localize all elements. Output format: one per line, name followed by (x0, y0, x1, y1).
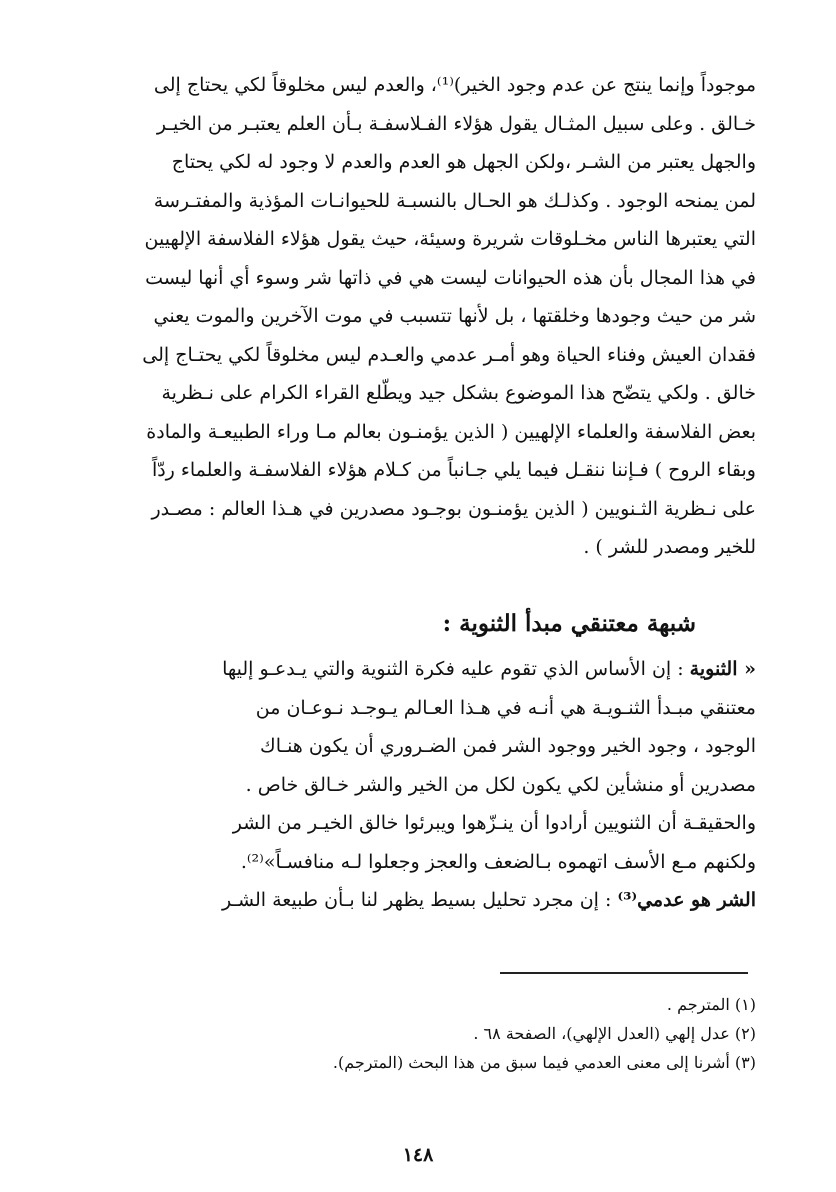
text-line: معتنقي مبـدأ الثنـويـة هي أنـه في هـذا العـالم يـوجـد نـوعـان من (255, 696, 756, 719)
text-line: في هذا المجال بأن هذه الحيوانات ليست هي في ذاتها شر وسوء أي أنها ليست (145, 266, 756, 289)
text-line: مصدرين أو منشأين لكي يكون لكل من الخير والشر خـالق خاص . (245, 773, 756, 796)
text-line: الوجود ، وجود الخير ووجود الشر فمن الضـروري أن يكون هنـاك (260, 735, 756, 757)
text-line: شر من حيث وجودها وخلقتها ، بل لأنها تتسبب في موت الآخرين والموت يعني (153, 305, 756, 327)
text-line: خالق . ولكي يتضّح هذا الموضوع بشكل جيد ويطّلع القراء الكرام على نـظرية (161, 382, 756, 404)
body-paragraph-2 (76, 650, 756, 920)
text-run: : إن الأساس الذي تقوم عليه فكرة الثنوية والتي يـدعـو إليها (222, 658, 690, 680)
footnote: (١) المترجم . (666, 995, 756, 1014)
section-heading: شبهة معتنقي مبدأ الثنوية : (442, 610, 696, 637)
text-line: موجوداً وإنما ينتج عن عدم وجود الخير)⁽¹⁾، والعدم ليس مخلوقاً لكي يحتاج إلى (153, 74, 756, 96)
bold-term: « الثنوية (689, 658, 756, 680)
text-line: والحقيقـة أن الثنويين أرادوا أن ينـزّهوا ويبرئوا خالق الخيـر من الشر (232, 812, 756, 834)
text-line: التي يعتبرها الناس مخـلوقات شريرة وسيئة، حيث يقول هؤلاء الفلاسفة الإلهيين (144, 228, 756, 250)
text-line: للخير ومصدر للشر ) . (583, 536, 756, 558)
text-line: خـالق . وعلى سبيل المثـال يقول هؤلاء الفـلاسفـة بـأن العلم يعتبـر من الخيـر (156, 112, 756, 135)
text-line (76, 881, 756, 920)
page-number: ١٤٨ (402, 1144, 434, 1166)
text-line: وبقاء الروح ) فـإننا ننقـل فيما يلي جـانباً من كـلام هؤلاء الفلاسفـة والعلماء ردّاً (151, 459, 756, 481)
footnote: (٣) أشرنا إلى معنى العدمي فيما سبق من هذا البحث (المترجم). (332, 1053, 756, 1072)
text-run: : إن مجرد تحليل بسيط يظهر لنا بـأن طبيعة الشـر (222, 889, 612, 911)
text-line: والجهل يعتبر من الشـر ،ولكن الجهل هو العدم والعدم لا وجود له لكي يحتاج (171, 151, 756, 173)
text-line: ولكنهم مـع الأسف اتهموه بـالضعف والعجز وجعلوا لـه منافسـاً»⁽²⁾. (240, 850, 756, 873)
footnotes (76, 990, 756, 1077)
text-line: فقدان العيش وفناء الحياة وهو أمـر عدمي والعـدم ليس مخلوقاً لكي يحتـاج إلى (142, 343, 756, 366)
bold-term: الشر هو عدمي⁽³⁾ (617, 889, 756, 911)
body-paragraph-1 (76, 66, 756, 567)
text-line: لمن يمنحه الوجود . وكذلـك هو الحـال بالنسبـة للحيوانـات المؤذية والمفتـرسة (153, 189, 756, 212)
footnote: (٢) عدل إلهي (العدل الإلهي)، الصفحة ٦٨ . (473, 1024, 756, 1043)
footnote-separator (500, 972, 748, 974)
text-line: بعض الفلاسفة والعلماء الإلهيين ( الذين يؤمنـون بعالم مـا وراء الطبيعـة والمادة (146, 420, 756, 443)
text-line: على نـظرية الثـنويين ( الذين يؤمنـون بوجـود مصدرين في هـذا العالم : مصـدر (151, 497, 756, 520)
text-line (76, 650, 756, 689)
